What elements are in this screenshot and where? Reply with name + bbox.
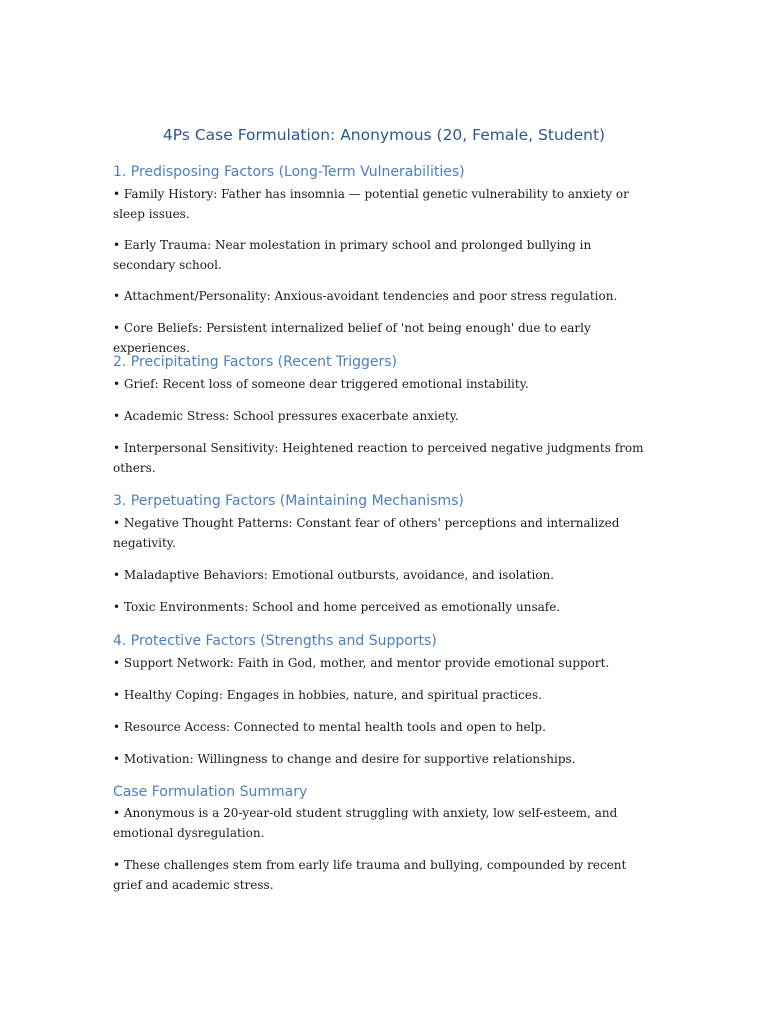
paragraph: • Grief: Recent loss of someone dear triggered emotional instability.	[113, 377, 529, 391]
paragraph: • These challenges stem from early life trauma and bullying, compounded by recent grief and academic stress.	[113, 858, 627, 892]
paragraph: • Academic Stress: School pressures exacerbate anxiety.	[113, 409, 459, 423]
section-heading-perpetuating: 3. Perpetuating Factors (Maintaining Mechanisms)	[113, 493, 464, 509]
paragraph: • Negative Thought Patterns: Constant fear of others' perceptions and internalized negativity.	[113, 516, 620, 550]
paragraph: • Healthy Coping: Engages in hobbies, nature, and spiritual practices.	[113, 688, 542, 702]
paragraph: • Resource Access: Connected to mental health tools and open to help.	[113, 720, 546, 734]
paragraph: • Interpersonal Sensitivity: Heightened reaction to perceived negative judgments from others.	[113, 441, 644, 475]
paragraph: • Maladaptive Behaviors: Emotional outbursts, avoidance, and isolation.	[113, 568, 555, 582]
section-heading-protective: 4. Protective Factors (Strengths and Supports)	[113, 633, 437, 649]
paragraph: • Support Network: Faith in God, mother, and mentor provide emotional support.	[113, 656, 610, 670]
paragraph: • Family History: Father has insomnia — potential genetic vulnerability to anxiety or sleep issues.	[113, 187, 629, 221]
paragraph: • Toxic Environments: School and home perceived as emotionally unsafe.	[113, 600, 561, 614]
paragraph: • Motivation: Willingness to change and desire for supportive relationships.	[113, 752, 576, 766]
section-heading-precipitating: 2. Precipitating Factors (Recent Triggers)	[113, 354, 398, 370]
paragraph: • Anonymous is a 20-year-old student struggling with anxiety, low self-esteem, and emotional dysregulation.	[113, 806, 618, 840]
section-heading-predisposing: 1. Predisposing Factors (Long-Term Vulnerabilities)	[113, 164, 465, 180]
section-heading-summary: Case Formulation Summary	[113, 784, 308, 800]
paragraph: • Early Trauma: Near molestation in primary school and prolonged bullying in secondary school.	[113, 238, 592, 272]
paragraph: • Attachment/Personality: Anxious-avoidant tendencies and poor stress regulation.	[113, 289, 618, 303]
page-title: 4Ps Case Formulation: Anonymous (20, Female, Student)	[162, 126, 606, 144]
paragraph: • Core Beliefs: Persistent internalized belief of 'not being enough' due to early experiences.	[113, 321, 591, 355]
